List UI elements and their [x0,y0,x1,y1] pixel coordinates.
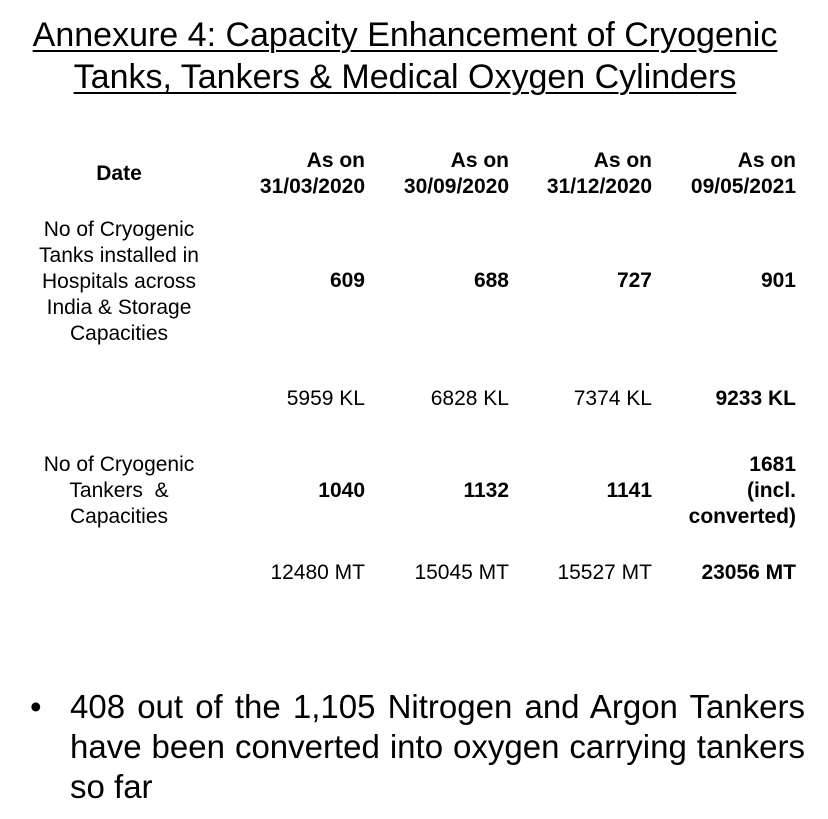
header-date-label: Date [96,162,142,185]
bullet-text: 408 out of the 1,105 Nitrogen and Argon Tankers have been converted into oxygen carrying tankers so far [70,688,805,805]
tanks-capacity-3: 7374 KL [573,387,652,410]
bullet-note [30,687,805,807]
tanks-capacity-2: 6828 KL [430,387,509,410]
tankers-capacity-1: 12480 MT [270,561,365,584]
row-label-tankers [20,452,218,530]
header-col-3 [502,148,652,200]
row-label-tanks-line-4: India & Storage [46,296,192,319]
header-col-3-top: As on [593,149,652,172]
tankers-capacity-3: 15527 MT [557,561,652,584]
tanks-count-1: 609 [329,269,365,292]
bullet-icon: • [30,688,42,725]
tanks-capacity-4: 9233 KL [715,387,796,410]
row-label-tanks-line-5: Capacities [69,322,169,345]
tankers-count-4-line-2: (incl. [746,479,796,502]
header-col-3-date: 31/12/2020 [546,175,652,198]
header-col-4-date: 09/05/2021 [690,175,796,198]
page-title [0,14,810,98]
row-label-tanks-line-1: No of Cryogenic [43,218,195,241]
header-col-2 [359,148,509,200]
header-col-2-date: 30/09/2020 [403,175,509,198]
tankers-count-4-line-3: converted) [688,505,796,528]
header-col-1-date: 31/03/2020 [259,175,365,198]
tankers-capacity-4: 23056 MT [701,561,796,584]
row-label-tankers-line-2: Tankers & [69,479,169,502]
tanks-count-2: 688 [473,269,509,292]
tankers-count-4-line-1: 1681 [749,453,796,476]
tanks-count-3: 727 [616,269,652,292]
tankers-count-2: 1132 [463,479,509,502]
tanks-capacity-1: 5959 KL [286,387,365,410]
tankers-capacity-2: 15045 MT [414,561,509,584]
title-line-1: Annexure 4: Capacity Enhancement of Cryogenic [32,16,778,54]
title-line-2: Tanks, Tankers & Medical Oxygen Cylinders [73,58,737,96]
row-label-tankers-line-3: Capacities [69,505,169,528]
header-col-1-top: As on [306,149,365,172]
header-col-4-top: As on [737,149,796,172]
header-col-4 [646,148,796,200]
header-col-1 [215,148,365,200]
row-label-tankers-line-1: No of Cryogenic [43,453,195,476]
tankers-count-4 [646,452,796,530]
row-label-tanks-line-2: Tanks installed in [39,244,199,267]
row-label-tanks [20,217,218,347]
tankers-count-3: 1141 [606,479,652,502]
row-label-tanks-line-3: Hospitals across [41,270,197,293]
tankers-count-1: 1040 [318,479,365,502]
header-col-2-top: As on [450,149,509,172]
tanks-count-4: 901 [760,269,796,292]
